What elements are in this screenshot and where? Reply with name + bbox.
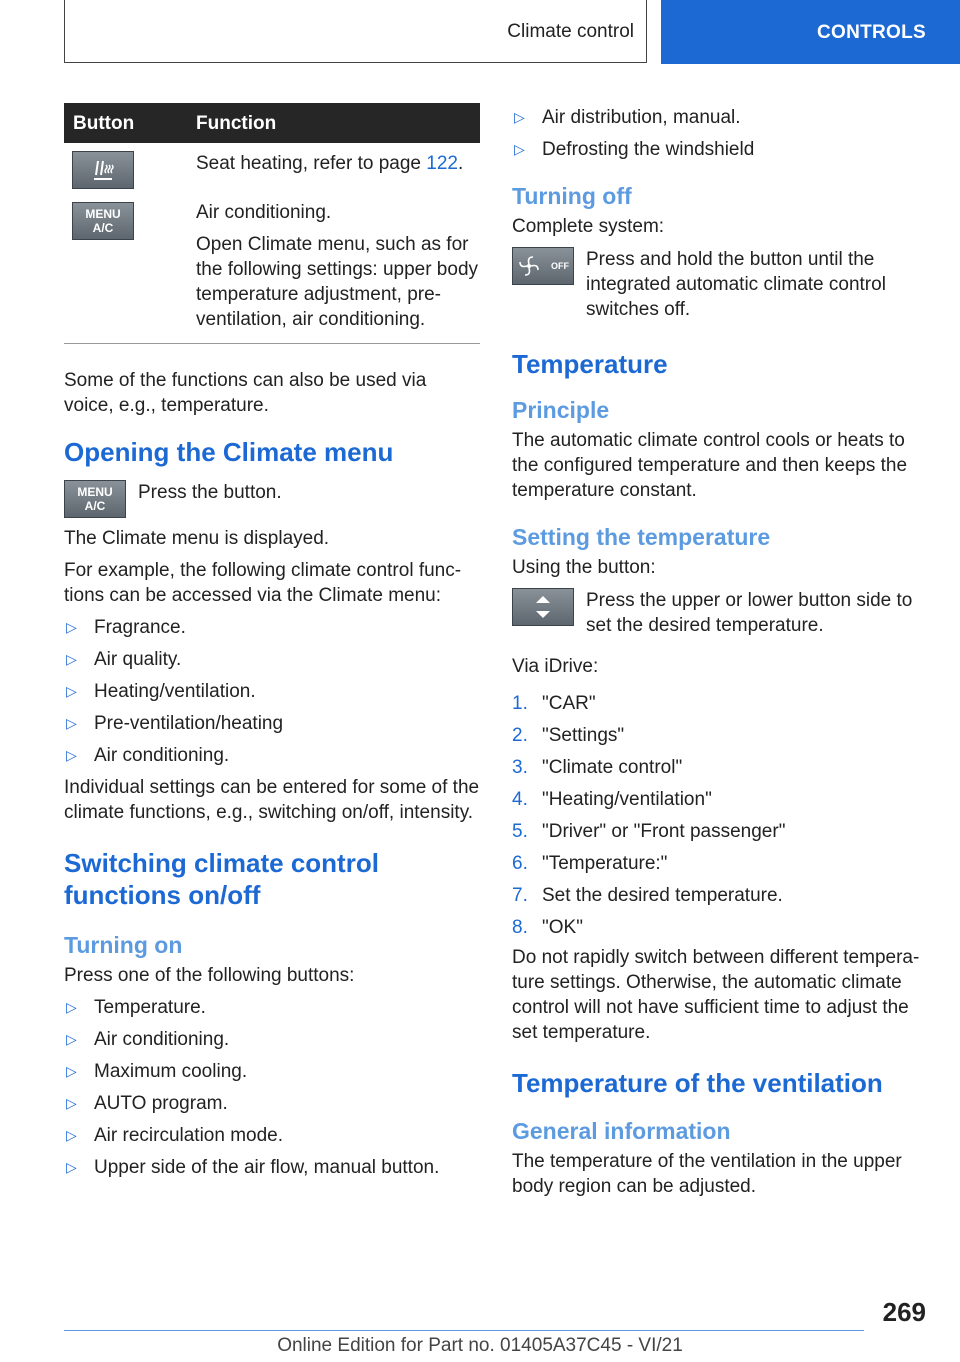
heading-ventilation-temperature: Temperature of the ventilation (512, 1068, 883, 1098)
list-item: ▷ Maximum cooling. (66, 1061, 248, 1082)
fan-off-icon: OFF (512, 247, 574, 285)
page-number: 269 (882, 1297, 926, 1327)
list-item: 1. "CAR" (512, 693, 596, 714)
page-ref-link[interactable]: 122 (426, 153, 458, 174)
idrive-steps (512, 691, 932, 940)
col-header-function: Function (196, 112, 277, 134)
heading-turning-on: Turning on (64, 932, 183, 958)
triangle-bullet-icon: ▷ (66, 619, 77, 635)
list-item: ▷ Fragrance. (66, 617, 186, 638)
list-item: 6. "Temperature:" (512, 853, 668, 874)
triangle-bullet-icon: ▷ (66, 999, 77, 1015)
list-item: 7. Set the desired temperature. (512, 885, 783, 906)
heading-turning-off: Turning off (512, 183, 632, 209)
press-button-para: MENU A/C Press the button. (64, 480, 480, 518)
list-item: ▷ Air recirculation mode. (66, 1125, 284, 1146)
list-item: ▷ Heating/ventilation. (66, 681, 256, 702)
list-item: 3. "Climate control" (512, 757, 683, 778)
heading-temperature: Temperature (512, 349, 668, 379)
triangle-bullet-icon: ▷ (66, 747, 77, 763)
triangle-bullet-icon: ▷ (66, 1031, 77, 1047)
list-item: 4. "Heating/ventilation" (512, 789, 712, 810)
seat-heating-icon (72, 151, 134, 189)
table-divider (64, 343, 480, 344)
left-column: Button Function Seat heating, refer to page 122. MENU A/C Air conditioning. Open Climate menu, such as for the following settings: upper body temperature adjustment, pre-ventilation, air conditioning. Some of the functions can also be used via voice, e.g., temperature. Opening the Climate menu MENU A/C Press the button. The Climate menu is displayed. For example, the following climate control functions can be accessed via the Climate menu: ▷ Fragrance. ▷ Air quality. ▷ Heating/ventilation. ▷ Pre-ventilation/heating ▷ Air conditioning. Individual settings can be entered for some of the climate functions, e.g., switching on/off, intensity. Switching climate control functions on/off Turning on Press one of the following buttons: ▷ Temperature. ▷ Air conditioning. ▷ Maximum cooling. ▷ AUTO program. ▷ Air recirculation mode. ▷ Upper side of the air flow, manual button. (64, 103, 480, 1187)
footer-edition: Online Edition for Part no. 01405A37C45 - VI/21 (277, 1335, 683, 1356)
table-row (64, 143, 480, 190)
menu-ac-icon: MENU A/C (72, 202, 134, 240)
triangle-bullet-icon: ▷ (514, 109, 525, 125)
triangle-bullet-icon: ▷ (66, 1159, 77, 1175)
climate-menu-list (64, 615, 480, 768)
updown-button-para: Press the upper or lower button side to set the desired temperature. (512, 588, 932, 638)
list-item: 5. "Driver" or "Front passenger" (512, 821, 786, 842)
list-item: ▷ Temperature. (66, 997, 206, 1018)
list-item: 2. "Settings" (512, 725, 625, 746)
triangle-bullet-icon: ▷ (66, 1063, 77, 1079)
turning-on-list-continued (512, 105, 932, 162)
heading-setting-temperature: Setting the temperature (512, 524, 771, 550)
heading-general-information: General information (512, 1118, 731, 1144)
heading-opening-climate-menu: Opening the Climate menu (64, 437, 394, 467)
turning-on-list (64, 995, 480, 1180)
button-function-table (64, 103, 480, 344)
chapter-title: CONTROLS (816, 21, 926, 43)
list-item: ▷ Upper side of the air flow, manual button. (66, 1157, 440, 1178)
list-item: ▷ AUTO program. (66, 1093, 228, 1114)
list-item: ▷ Air distribution, manual. (514, 107, 741, 128)
right-column: ▷ Air distribution, manual. ▷ Defrosting the windshield Turning off Complete system: OFF Press and hold the button until the integrated automatic climate control switches off. Temperature Principle The automatic climate control cools or heats to the configured temperature and then keeps the temperature constant. Setting the temperature Using the button: Press the upper or lower button side to set the desired temperature. Via iDrive: 1. "CAR" 2. "Settings" 3. "Climate control" 4. "Heating/ventilation" 5. "Driver" or "Front passenger" 6. "Temperature:" 7. Set the desired temperature. 8. "OK" Do not rapidly switch between different temperature settings. Otherwise, the automatic climate control will not have sufficient time to adjust the set temperature. Temperature of the ventilation General information The temperature of the ventilation in the upper body region can be adjusted. (512, 103, 932, 1206)
triangle-bullet-icon: ▷ (66, 651, 77, 667)
triangle-bullet-icon: ▷ (66, 683, 77, 699)
heading-switching-climate: Switching climate control functions on/off (64, 848, 379, 910)
header-chapter-tab[interactable] (661, 0, 960, 64)
temperature-up-down-icon (512, 588, 574, 626)
list-item: ▷ Air conditioning. (66, 745, 230, 766)
triangle-bullet-icon: ▷ (66, 1127, 77, 1143)
table-cell-function: Seat heating, refer to page 122. (196, 153, 464, 174)
list-item: 8. "OK" (512, 917, 583, 938)
triangle-bullet-icon: ▷ (66, 1095, 77, 1111)
intro-text: Some of the functions can also be used via voice, e.g., temperature. (64, 370, 427, 416)
list-item: ▷ Defrosting the windshield (514, 139, 755, 160)
table-cell-function: Air conditioning. Open Climate menu, such as for the following settings: upper body temperature adjustment, pre-ventilation, air conditioning. (196, 202, 479, 330)
section-title: Climate control (507, 20, 634, 42)
header-section (64, 0, 647, 63)
table-row (64, 190, 480, 339)
footer-divider (64, 1330, 864, 1331)
table-header (64, 103, 480, 143)
col-header-button: Button (73, 112, 135, 134)
list-item: ▷ Air quality. (66, 649, 182, 670)
heading-principle: Principle (512, 397, 610, 423)
list-item: ▷ Pre-ventilation/heating (66, 713, 284, 734)
triangle-bullet-icon: ▷ (66, 715, 77, 731)
off-button-para: OFF Press and hold the button until the integrated automatic climate control switches off. (512, 247, 932, 322)
triangle-bullet-icon: ▷ (514, 141, 525, 157)
menu-ac-icon: MENU A/C (64, 480, 126, 518)
list-item: ▷ Air conditioning. (66, 1029, 230, 1050)
